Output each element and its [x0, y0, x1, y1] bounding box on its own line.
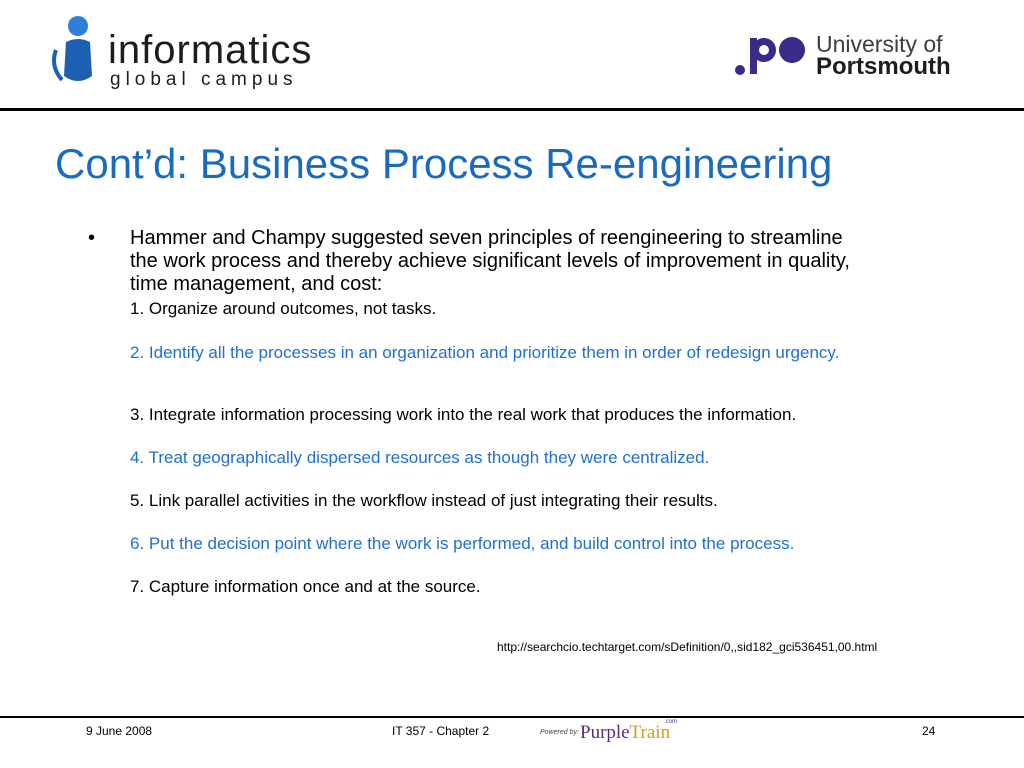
brand-purple: Purple — [580, 722, 630, 743]
principle-item: 2. Identify all the processes in an organization and prioritize them in order of redesign urgency. — [130, 343, 840, 362]
page-number: 24 — [922, 724, 936, 738]
powered-by-label: Powered by: — [540, 729, 579, 736]
principle-item: 1. Organize around outcomes, not tasks. — [130, 299, 437, 318]
portsmouth-mark-icon — [734, 32, 810, 78]
brand-com: .com — [664, 719, 678, 725]
purpletrain-wordmark — [580, 722, 670, 744]
university-portsmouth-logo — [734, 30, 984, 80]
principle-item: 4. Treat geographically dispersed resources as though they were centralized. — [130, 448, 710, 467]
footer-course: IT 357 - Chapter 2 — [392, 724, 490, 738]
principle-item: 6. Put the decision point where the work is performed, and build control into the process. — [130, 534, 795, 553]
university-of-text: University of — [816, 31, 943, 57]
bullet-marker: • — [88, 227, 96, 249]
slide-title: Cont’d: Business Process Re-engineering — [55, 140, 833, 187]
principle-item: 3. Integrate information processing work into the real work that produces the information. — [130, 405, 797, 424]
principle-item: 7. Capture information once and at the source. — [130, 577, 481, 596]
source-link[interactable]: http://searchcio.techtarget.com/sDefinition/0,,sid182_gci536451,00.html — [497, 640, 878, 654]
footer-date: 9 June 2008 — [86, 724, 153, 738]
intro-paragraph: Hammer and Champy suggested seven principles of reengineering to streamline the work process and thereby achieve significant levels of improvement in quality, time management, and cost: — [130, 227, 850, 295]
header-divider — [0, 108, 1024, 111]
purpletrain-logo — [540, 716, 700, 750]
global-campus-wordmark: global campus — [110, 69, 298, 90]
informatics-logo — [48, 14, 368, 90]
brand-train: Train — [629, 722, 671, 743]
informatics-wordmark: informatics — [108, 28, 313, 72]
portsmouth-text: Portsmouth — [816, 53, 951, 80]
principle-item: 5. Link parallel activities in the workflow instead of just integrating their results. — [130, 491, 718, 510]
footer-divider — [0, 716, 1024, 718]
informatics-i-icon — [48, 14, 108, 86]
